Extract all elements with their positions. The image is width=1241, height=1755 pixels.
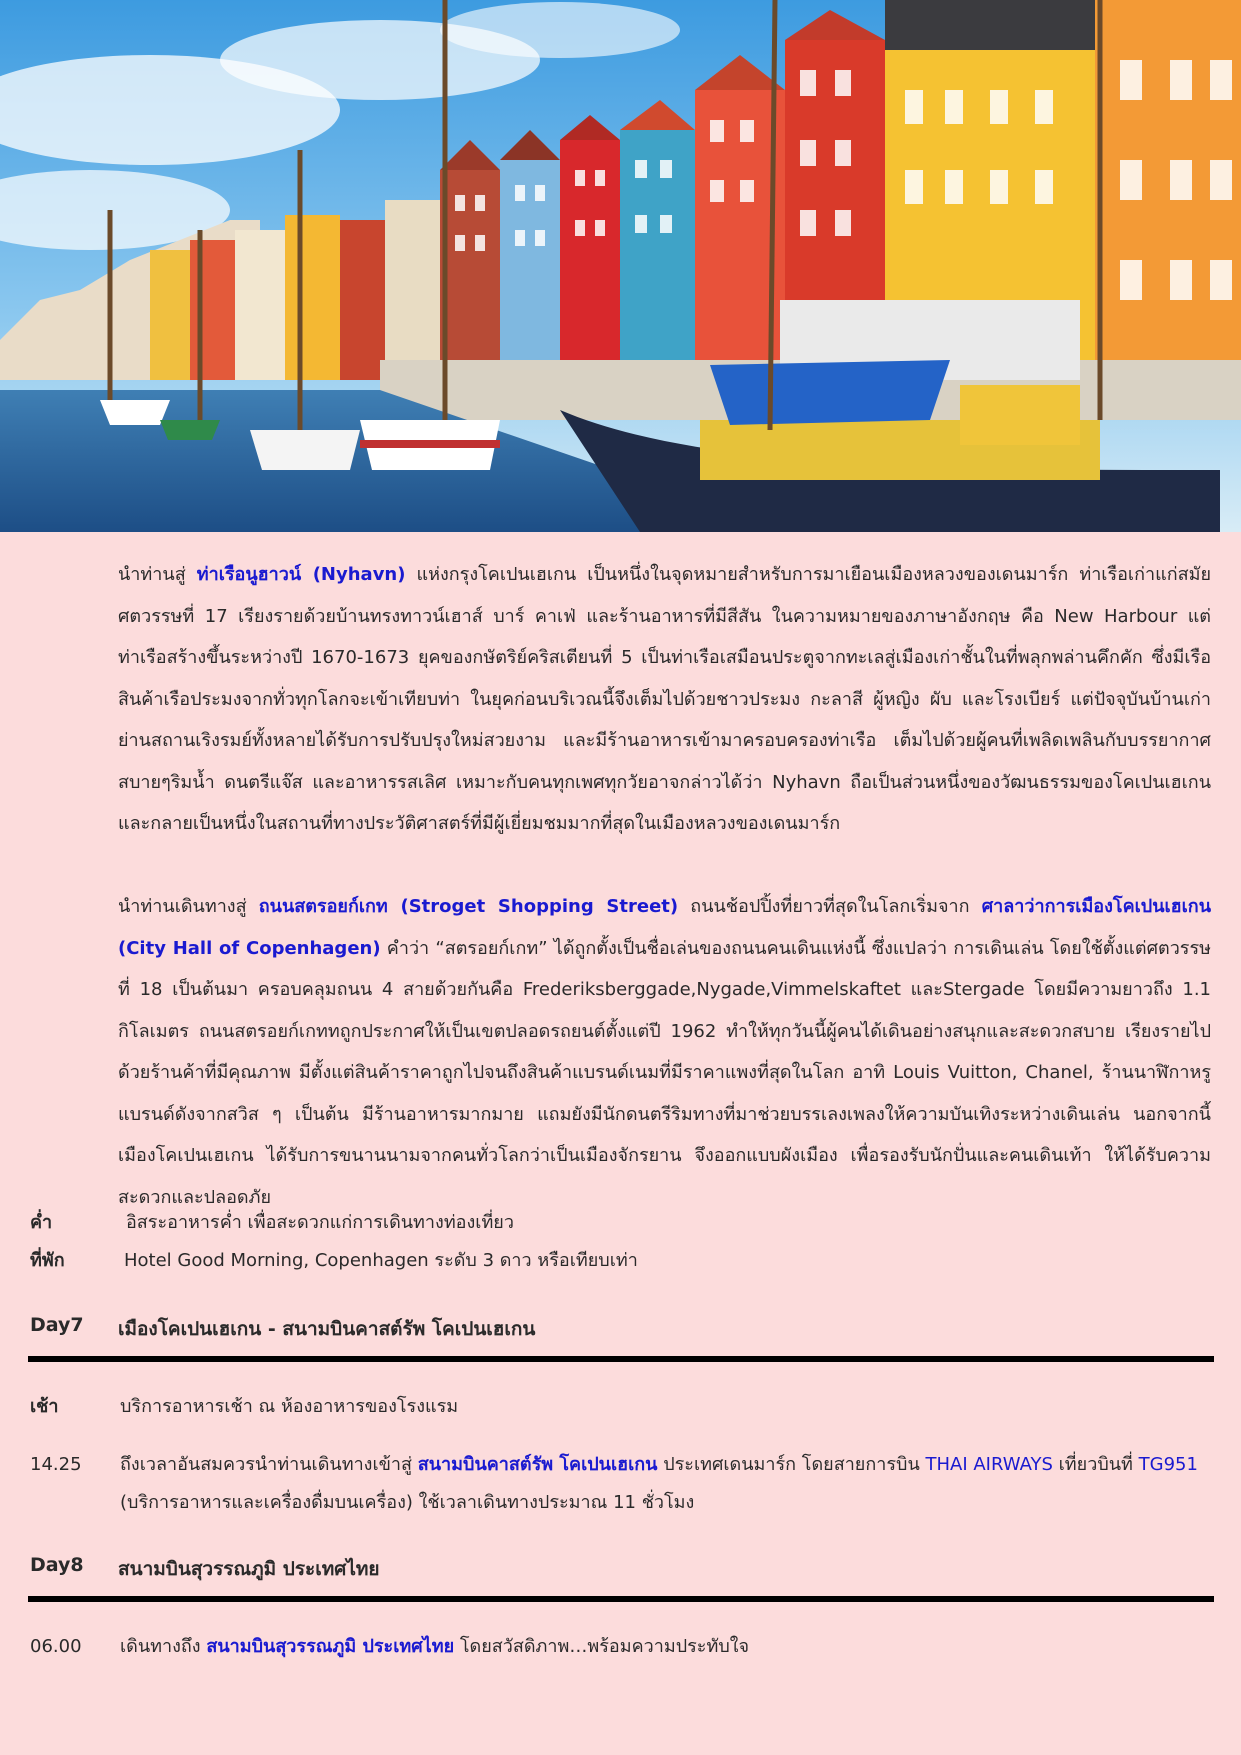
flight-time: 14.25 <box>30 1454 82 1475</box>
airline-highlight: THAI AIRWAYS <box>925 1454 1053 1475</box>
nyhavn-paragraph <box>118 554 1211 845</box>
flight-number-highlight: TG951 <box>1138 1454 1198 1475</box>
breakfast-text: บริการอาหารเช้า ณ ห้องอาหารของโรงแรม <box>120 1396 459 1417</box>
day7-divider <box>28 1356 1214 1362</box>
dinner-row <box>30 1208 52 1238</box>
day8-label: Day8 <box>30 1554 84 1576</box>
breakfast-label: เช้า <box>30 1396 59 1417</box>
nyhavn-highlight: ท่าเรือนูฮาวน์ (Nyhavn) <box>196 564 406 585</box>
day7-heading <box>30 1314 536 1340</box>
arrival-text-part: เดินทางถึง <box>120 1636 207 1657</box>
kastrup-airport-highlight: สนามบินคาสต์รัพ โคเปนเฮเกน <box>417 1454 658 1475</box>
hotel-row <box>30 1246 65 1276</box>
hero-photo <box>0 0 1241 532</box>
flight-text-line2: (บริการอาหารและเครื่องดื่มบนเครื่อง) ใช้เวลาเดินทางประมาณ 11 ชั่วโมง <box>120 1492 695 1513</box>
day8-divider <box>28 1596 1214 1602</box>
arrival-text <box>120 1632 749 1662</box>
arrival-text-part: โดยสวัสดิภาพ…พร้อมความประทับใจ <box>454 1636 750 1657</box>
dinner-text: อิสระอาหารค่ำ เพื่อสะดวกแก่การเดินทางท่องเที่ยว <box>126 1212 514 1233</box>
para-text: ถนนช้อปปิ้งที่ยาวที่สุดในโลกเริ่มจาก <box>678 896 982 917</box>
day7-title: เมืองโคเปนเฮเกน - สนามบินคาสต์รัพ โคเปนเฮเกน <box>118 1318 536 1340</box>
day8-heading <box>30 1554 380 1580</box>
para-text: คำว่า “สตรอยก์เกท” ได้ถูกตั้งเป็นชื่อเล่นของถนนคนเดินแห่งนี้ ซึ่งแปลว่า การเดินเล่น โดยใช้ตั้งแต่ศตวรรษที่ 18 เป็นต้นมา ครอบคลุมถนน 4 สายด้วยกันคือ Frederiksberggade,Nygade,Vimmelskaftet และStergade โดยมีความยาวถึง 1.1 กิโลเมตร ถนนสตรอยก์เกททถูกประกาศให้เป็นเขตปลอดรถยนต์ตั้งแต่ปี 1962 ทำให้ทุกวันนี้ผู้คนได้เดินอย่างสนุกและสะดวกสบาย เรียงรายไปด้วยร้านค้าที่มีคุณภาพ มีตั้งแต่สินค้าราคาถูกไปจนถึงสินค้าแบรนด์เนมที่มีราคาแพงที่สุดในโลก อาทิ Louis Vuitton, Chanel, ร้านนาฬิกาหรูแบรนด์ดังจากสวิส ๆ เป็นต้น มีร้านอาหารมากมาย แถมยังมีนักดนตรีริมทางที่มาช่วยบรรเลงเพลงให้ความบันเทิงระหว่างเดินเล่น นอกจากนี้เมืองโคเปนเฮเกน ได้รับการขนานนามจากคนทั่วโลกว่าเป็นเมืองจักรยาน จึงออกแบบผังเมือง เพื่อรองรับนักปั่นและคนเดินเท้า ให้ได้รับความสะดวกและปลอดภัย <box>118 937 1211 1208</box>
flight-text-part: ถึงเวลาอันสมควรนำท่านเดินทางเข้าสู่ <box>120 1454 418 1475</box>
stroget-paragraph <box>118 886 1211 1218</box>
stroget-highlight: ถนนสตรอยก์เกท (Stroget Shopping Street) <box>258 896 679 917</box>
hotel-text: Hotel Good Morning, Copenhagen ระดับ 3 ดาว หรือเทียบเท่า <box>124 1250 638 1271</box>
hotel-label: ที่พัก <box>30 1250 65 1271</box>
city-hall-highlight: ศาลาว่าการเมืองโคเปนเฮเกน (City Hall of Copenhagen) <box>118 896 1211 959</box>
para-text: นำท่านสู่ <box>118 564 197 585</box>
day7-label: Day7 <box>30 1314 84 1336</box>
flight-text-part: ประเทศเดนมาร์ก โดยสายการบิน <box>657 1454 926 1475</box>
arrival-time: 06.00 <box>30 1636 82 1657</box>
suvarnabhumi-highlight: สนามบินสุวรรณภูมิ ประเทศไทย <box>206 1636 455 1657</box>
flight-text <box>120 1450 1215 1480</box>
para-text: นำท่านเดินทางสู่ <box>118 896 259 917</box>
para-text: แห่งกรุงโคเปนเฮเกน เป็นหนึ่งในจุดหมายสำหรับการมาเยือนเมืองหลวงของเดนมาร์ก ท่าเรือเก่าแก่สมัยศตวรรษที่ 17 เรียงรายด้วยบ้านทรงทาวน์เฮาส์ บาร์ คาเฟ่ และร้านอาหารที่มีสีสัน ในความหมายของภาษาอังกฤษ คือ New Harbour แต่ท่าเรือสร้างขึ้นระหว่างปี 1670-1673 ยุคของกษัตริย์คริสเตียนที่ 5 เป็นท่าเรือเสมือนประตูจากทะเลสู่เมืองเก่าชั้นในที่พลุกพล่านคึกคัก ซึ่งมีเรือสินค้าเรือประมงจากทั่วทุกโลกจะเข้าเทียบท่า ในยุคก่อนบริเวณนี้จึงเต็มไปด้วยชาวประมง กะลาสี ผู้หญิง ผับ และโรงเบียร์ แต่ปัจจุบันบ้านเก่าย่านสถานเริงรมย์ทั้งหลายได้รับการปรับปรุงใหม่สวยงาม และมีร้านอาหารเข้ามาครอบครองท่าเรือ เต็มไปด้วยผู้คนที่เพลิดเพลินกับบรรยากาศสบายๆริมน้ำ ดนตรีแจ๊ส และอาหารรสเลิศ เหมาะกับคนทุกเพศทุกวัยอาจกล่าวได้ว่า Nyhavn ถือเป็นส่วนหนึ่งของวัฒนธรรมของโคเปนเฮเกน และกลายเป็นหนึ่งในสถานที่ทางประวัติศาสตร์ที่มีผู้เยี่ยมชมมากที่สุดในเมืองหลวงของเดนมาร์ก <box>118 564 1211 834</box>
flight-text-part: เที่ยวบินที่ <box>1052 1454 1139 1475</box>
dinner-label: ค่ำ <box>30 1212 53 1233</box>
day8-title: สนามบินสุวรรณภูมิ ประเทศไทย <box>118 1558 380 1580</box>
